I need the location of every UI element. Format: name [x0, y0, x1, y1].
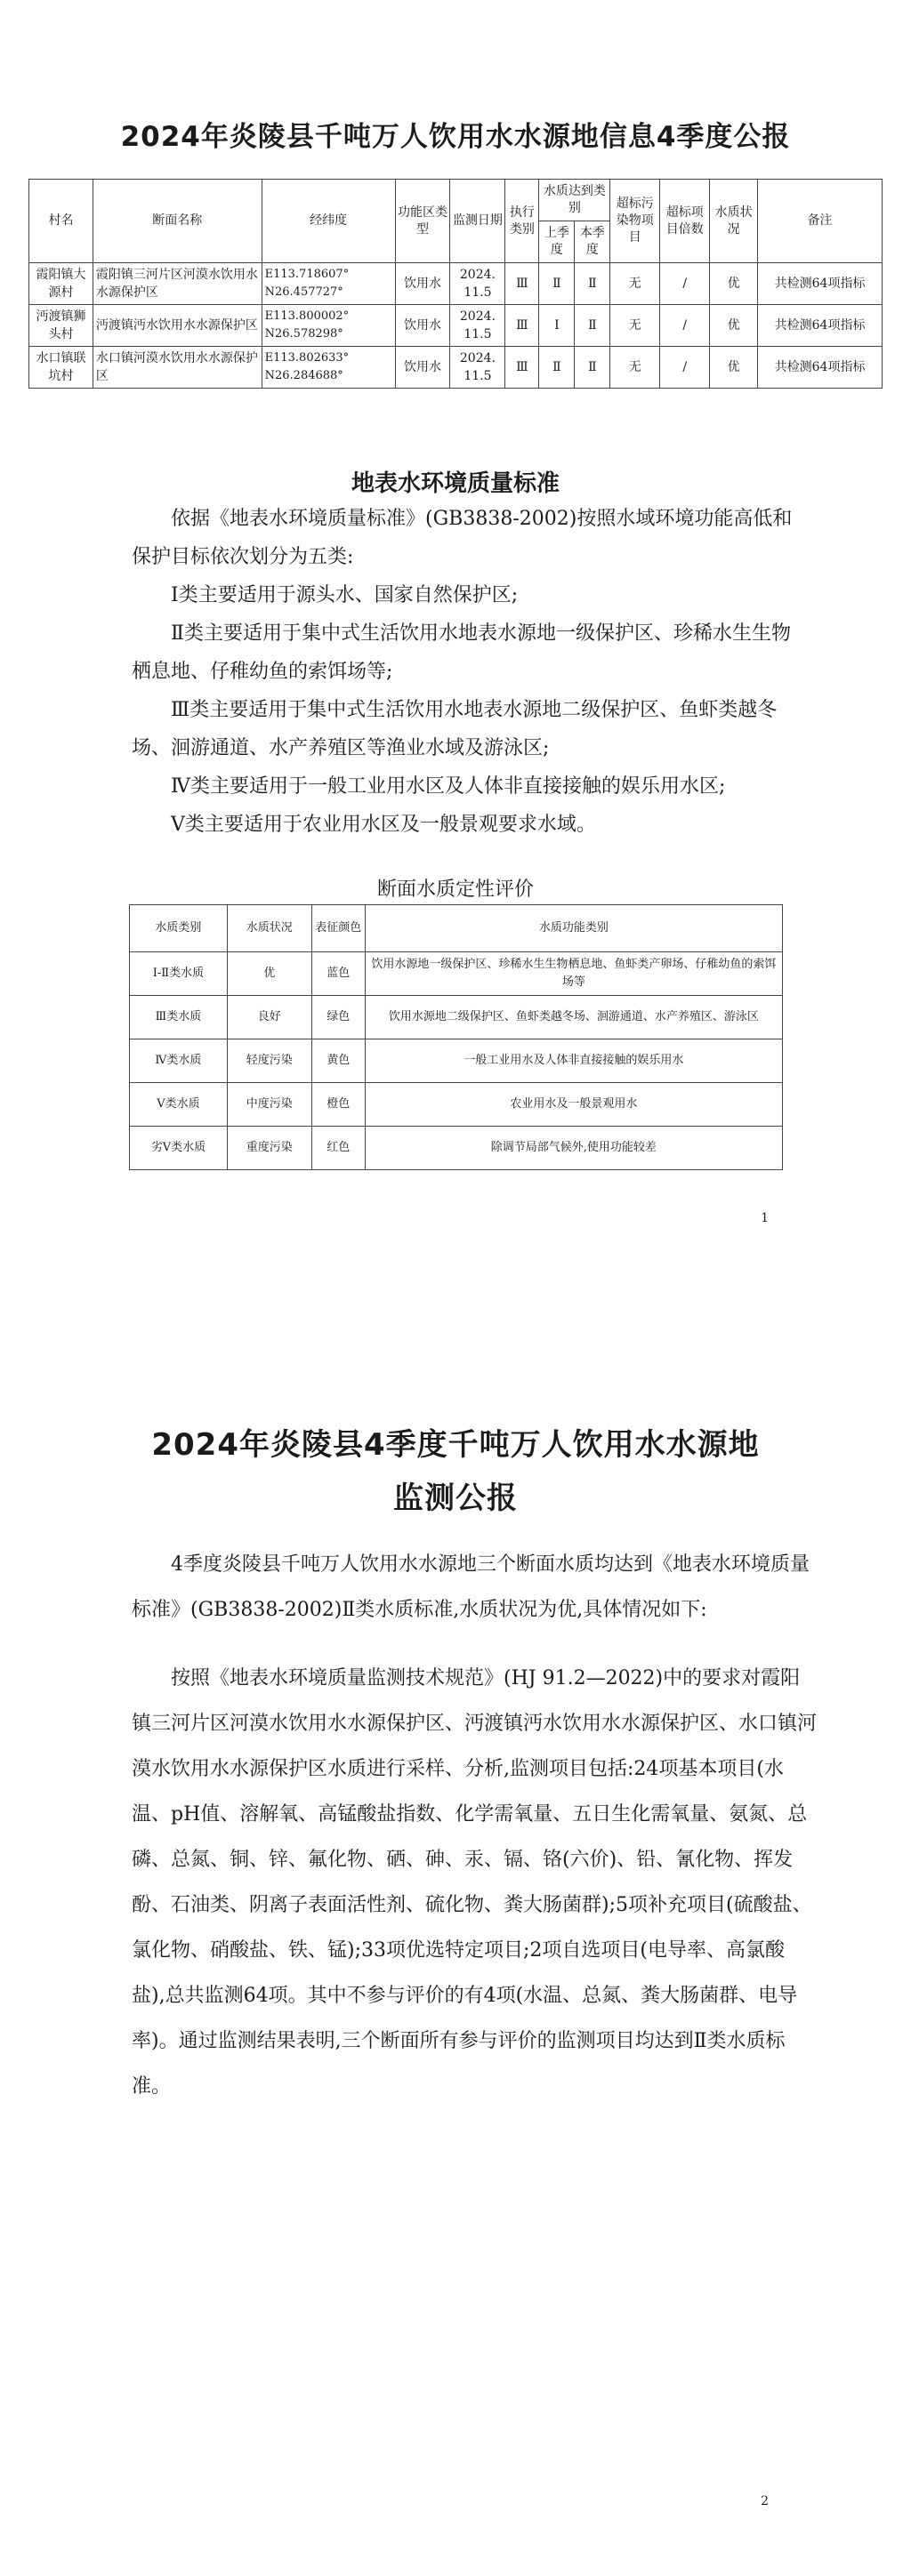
header-achieved-class: 水质达到类别 — [539, 180, 610, 221]
cell-date-md: 11.5 — [464, 369, 492, 383]
cell-this-quarter: Ⅱ — [575, 347, 610, 389]
cell-village: 霞阳镇大源村 — [29, 263, 93, 305]
cell-coordinates — [262, 263, 395, 305]
cell-function: 除调节局部气候外,使用功能较差 — [365, 1127, 782, 1170]
cell-over-limit: 无 — [610, 305, 660, 347]
cell-monitor-date — [450, 305, 505, 347]
cell-color: 黄色 — [311, 1039, 365, 1083]
header-remark: 备注 — [758, 180, 883, 263]
cell-latitude: N26.284688° — [264, 369, 343, 382]
cell-status: 良好 — [227, 996, 311, 1039]
cell-category: Ⅴ类水质 — [130, 1083, 228, 1127]
cell-date-md: 11.5 — [464, 285, 492, 300]
standard-paragraph: Ⅲ类主要适用于集中式生活饮用水地表水源地二级保护区、鱼虾类越冬场、洄游通道、水产养殖区等渔业水域及游泳区; — [132, 699, 778, 759]
cell-status: 优 — [710, 347, 758, 389]
cell-longitude: E113.800002° — [264, 309, 350, 323]
standard-paragraph: Ⅳ类主要适用于一般工业用水区及人体非直接接触的娱乐用水区; — [171, 775, 726, 798]
cell-village: 沔渡镇狮头村 — [29, 305, 93, 347]
cell-this-quarter: Ⅱ — [575, 263, 610, 305]
cell-remark: 共检测64项指标 — [758, 347, 883, 389]
header-zone-type: 功能区类型 — [395, 180, 450, 263]
cell-status: 中度污染 — [227, 1083, 311, 1127]
header-status: 水质状况 — [710, 180, 758, 263]
cell-zone-type: 饮用水 — [395, 305, 450, 347]
cell-function: 一般工业用水及人体非直接接触的娱乐用水 — [365, 1039, 782, 1083]
cell-category: Ⅳ类水质 — [130, 1039, 228, 1083]
cell-status: 重度污染 — [227, 1127, 311, 1170]
cell-section: 水口镇河漠水饮用水水源保护区 — [93, 347, 262, 389]
cell-over-limit: 无 — [610, 347, 660, 389]
page-1 — [0, 0, 911, 1280]
header-prev-quarter: 上季度 — [539, 221, 575, 263]
page-title: 2024年炎陵县千吨万人饮用水水源地信息4季度公报 — [120, 121, 791, 153]
header-category: 水质类别 — [130, 905, 228, 952]
header-coordinates: 经纬度 — [262, 180, 395, 263]
cell-status: 优 — [710, 305, 758, 347]
table-row — [130, 952, 783, 996]
cell-date-year: 2024. — [459, 309, 496, 324]
header-color: 表征颜色 — [311, 905, 365, 952]
cell-over-multiple: / — [660, 305, 710, 347]
report-paragraph: 4季度炎陵县千吨万人饮用水水源地三个断面水质均达到《地表水环境质量标准》(GB3838-2002)Ⅱ类水质标准,水质状况为优,具体情况如下: — [132, 1553, 810, 1621]
page-number: 1 — [761, 1211, 769, 1225]
cell-over-multiple: / — [660, 347, 710, 389]
header-status: 水质状况 — [227, 905, 311, 952]
table-row — [29, 347, 883, 389]
cell-section: 沔渡镇沔水饮用水水源保护区 — [93, 305, 262, 347]
cell-exec-class: Ⅲ — [505, 347, 539, 389]
page-2 — [0, 1280, 911, 2576]
cell-function: 农业用水及一般景观用水 — [365, 1083, 782, 1127]
cell-date-year: 2024. — [459, 268, 496, 282]
cell-function: 饮用水源地一级保护区、珍稀水生生物栖息地、鱼虾类产卵场、仔稚幼鱼的索饵场等 — [365, 952, 782, 996]
header-this-quarter: 本季度 — [575, 221, 610, 263]
cell-latitude: N26.578298° — [264, 327, 343, 341]
cell-this-quarter: Ⅱ — [575, 305, 610, 347]
water-quality-evaluation-table — [129, 904, 783, 1170]
standard-description — [132, 500, 808, 844]
cell-exec-class: Ⅲ — [505, 305, 539, 347]
cell-village: 水口镇联坑村 — [29, 347, 93, 389]
cell-status: 优 — [227, 952, 311, 996]
cell-longitude: E113.718607° — [264, 268, 350, 281]
cell-over-limit: 无 — [610, 263, 660, 305]
page-title-line: 监测公报 — [393, 1481, 518, 1516]
evaluation-table-title: 断面水质定性评价 — [376, 879, 534, 901]
cell-section: 霞阳镇三河片区河漠水饮用水水源保护区 — [93, 263, 262, 305]
cell-date-md: 11.5 — [464, 327, 492, 341]
page-title — [0, 1418, 911, 1525]
table-row — [29, 305, 883, 347]
cell-longitude: E113.802633° — [264, 351, 350, 365]
cell-color: 红色 — [311, 1127, 365, 1170]
header-function: 水质功能类别 — [365, 905, 782, 952]
cell-color: 橙色 — [311, 1083, 365, 1127]
cell-coordinates — [262, 305, 395, 347]
cell-coordinates — [262, 347, 395, 389]
cell-category: 劣Ⅴ类水质 — [130, 1127, 228, 1170]
cell-zone-type: 饮用水 — [395, 347, 450, 389]
cell-color: 蓝色 — [311, 952, 365, 996]
report-paragraph: 按照《地表水环境质量监测技术规范》(HJ 91.2—2022)中的要求对霞阳镇三河片区河漠水饮用水水源保护区、沔渡镇沔水饮用水水源保护区、水口镇河漠水饮用水水源保护区水质进行采样、分析,监测项目包括:24项基本项目(水温、pH值、溶解氧、高锰酸盐指数、化学需氧量、五日生化需氧量、氨氮、总磷、总氮、铜、锌、氟化物、硒、砷、汞、镉、铬(六价)、铅、氰化物、挥发酚、石油类、阴离子表面活性剂、硫化物、粪大肠菌群);5项补充项目(硫酸盐、氯化物、硝酸盐、铁、锰);33项优选特定项目;2项自选项目(电导率、高氯酸盐),总共监测64项。其中不参与评价的有4项(水温、总氮、粪大肠菌群、电导率)。通过监测结果表明,三个断面所有参与评价的监测项目均达到Ⅱ类水质标准。 — [132, 1667, 818, 2098]
header-over-multiple: 超标项目倍数 — [660, 180, 710, 263]
cell-remark: 共检测64项指标 — [758, 305, 883, 347]
cell-zone-type: 饮用水 — [395, 263, 450, 305]
table-row — [29, 263, 883, 305]
cell-prev-quarter: Ⅱ — [539, 263, 575, 305]
standard-paragraph: Ⅱ类主要适用于集中式生活饮用水地表水源地一级保护区、珍稀水生生物栖息地、仔稚幼鱼的索饵场等; — [132, 622, 791, 683]
standard-section-title: 地表水环境质量标准 — [351, 470, 560, 497]
cell-exec-class: Ⅲ — [505, 263, 539, 305]
cell-category: Ⅰ-Ⅱ类水质 — [130, 952, 228, 996]
report-body — [132, 1542, 817, 2132]
table-row — [130, 1127, 783, 1170]
cell-remark: 共检测64项指标 — [758, 263, 883, 305]
cell-monitor-date — [450, 347, 505, 389]
cell-category: Ⅲ类水质 — [130, 996, 228, 1039]
cell-color: 绿色 — [311, 996, 365, 1039]
cell-latitude: N26.457727° — [264, 285, 343, 299]
header-section: 断面名称 — [93, 180, 262, 263]
table-row — [130, 1083, 783, 1127]
cell-status: 优 — [710, 263, 758, 305]
standard-paragraph: Ⅰ类主要适用于源头水、国家自然保护区; — [171, 584, 519, 606]
header-over-limit: 超标污染物项目 — [610, 180, 660, 263]
water-source-info-table — [28, 179, 883, 389]
standard-paragraph: Ⅴ类主要适用于农业用水区及一般景观要求水域。 — [171, 814, 596, 836]
table-row — [130, 1039, 783, 1083]
cell-date-year: 2024. — [459, 351, 496, 365]
cell-prev-quarter: Ⅱ — [539, 347, 575, 389]
header-monitor-date: 监测日期 — [450, 180, 505, 263]
header-exec-class: 执行类别 — [505, 180, 539, 263]
table-row — [130, 996, 783, 1039]
page-number: 2 — [761, 2494, 769, 2508]
cell-monitor-date — [450, 263, 505, 305]
cell-function: 饮用水源地二级保护区、鱼虾类越冬场、洄游通道、水产养殖区、游泳区 — [365, 996, 782, 1039]
header-village: 村名 — [29, 180, 93, 263]
page-title-line: 2024年炎陵县4季度千吨万人饮用水水源地 — [151, 1427, 760, 1463]
cell-status: 轻度污染 — [227, 1039, 311, 1083]
standard-paragraph: 依据《地表水环境质量标准》(GB3838-2002)按照水域环境功能高低和保护目标依次划分为五类: — [132, 508, 793, 568]
cell-prev-quarter: Ⅰ — [539, 305, 575, 347]
cell-over-multiple: / — [660, 263, 710, 305]
